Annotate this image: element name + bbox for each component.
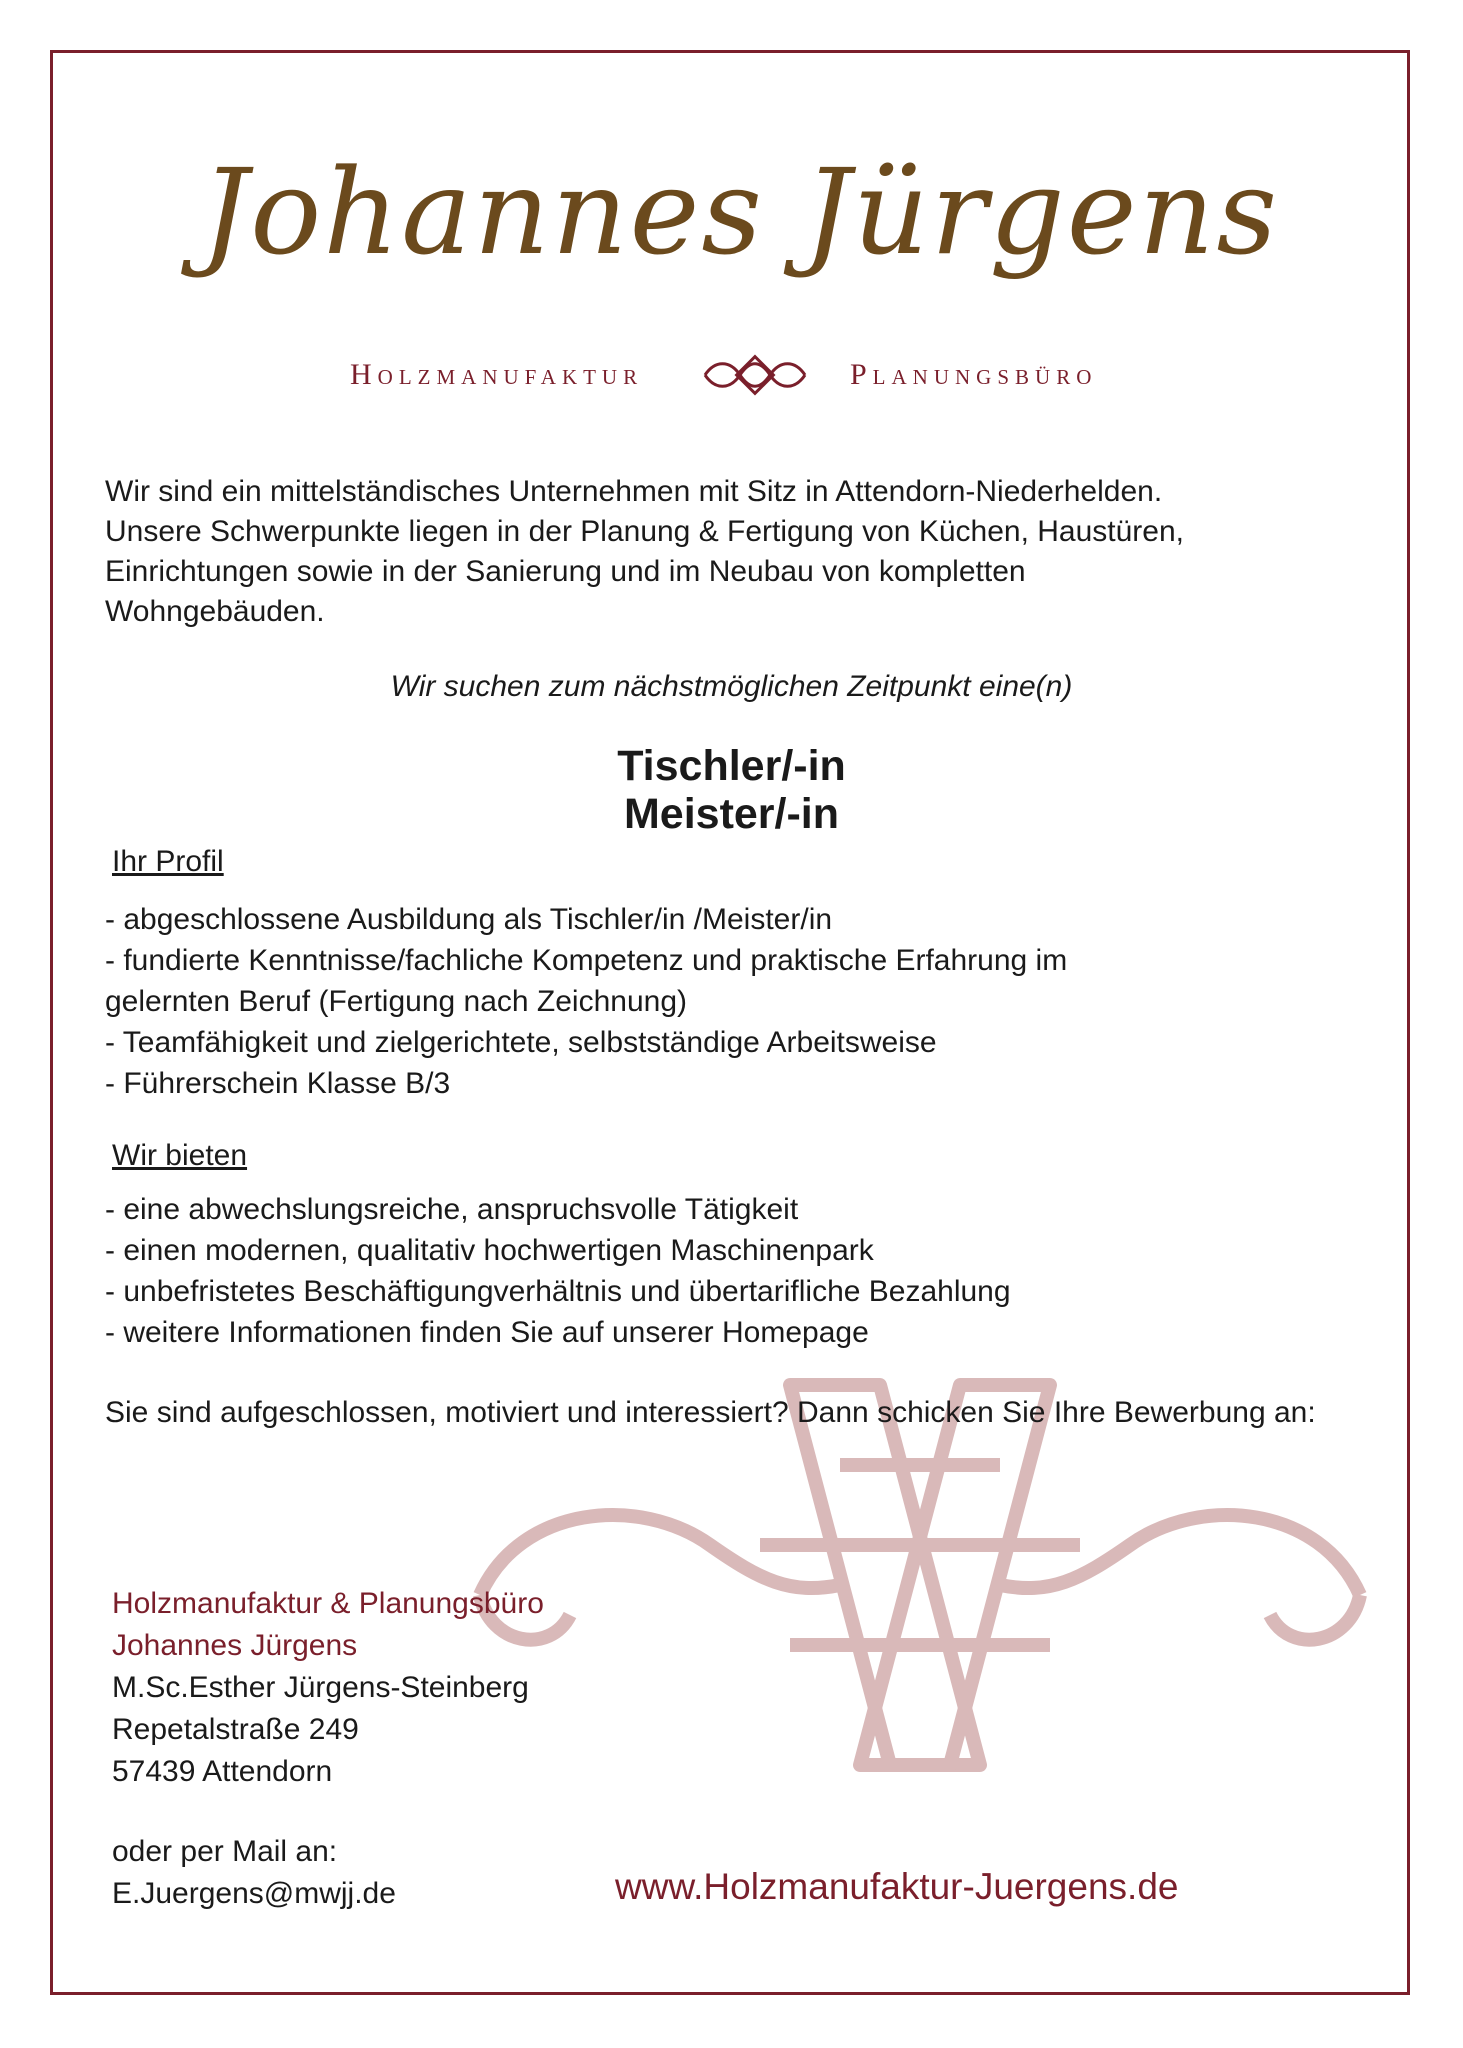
website-link[interactable]: www.Holzmanufaktur-Juergens.de	[615, 1866, 1179, 1907]
list-item: - abgeschlossene Ausbildung als Tischler/in /Meister/in	[105, 903, 833, 936]
address-contact: M.Sc.Esther Jürgens-Steinberg	[112, 1671, 529, 1704]
intro-paragraph: Wir sind ein mittelständisches Unternehmen mit Sitz in Attendorn-Niederhelden. Unsere Schwerpunkte liegen in der Planung & Fertigung von Küchen, Haustüren, Einrichtungen sowie in der Sanierung und im Neubau von kompletten Wohngebäuden.	[105, 475, 1184, 628]
list-item: - Führerschein Klasse B/3	[105, 1067, 451, 1100]
list-item: - einen modernen, qualitativ hochwertigen Maschinenpark	[105, 1234, 874, 1267]
mail-label: oder per Mail an:	[112, 1835, 338, 1868]
address-city: 57439 Attendorn	[112, 1755, 333, 1788]
address-company: Holzmanufaktur & Planungsbüro	[112, 1587, 544, 1620]
mail-block	[112, 1831, 396, 1915]
job-title	[0, 742, 1463, 838]
profile-list	[105, 899, 1365, 1104]
list-item: - unbefristetes Beschäftigungverhältnis und übertarifliche Bezahlung	[105, 1275, 1011, 1308]
logo-script	[200, 118, 1280, 318]
profile-heading: Ihr Profil	[112, 845, 224, 878]
search-line: Wir suchen zum nächstmöglichen Zeitpunkt eine(n)	[390, 670, 1073, 703]
list-item: - fundierte Kenntnisse/fachliche Kompetenz und praktische Erfahrung im gelernten Beruf (Fertigung nach Zeichnung)	[105, 944, 1068, 1018]
closing-paragraph: Sie sind aufgeschlossen, motiviert und interessiert? Dann schicken Sie Ihre Bewerbung an:	[105, 1396, 1316, 1429]
mail-address[interactable]: E.Juergens@mwjj.de	[112, 1877, 396, 1910]
logo-right-label: Planungsbüro	[850, 358, 1098, 391]
address-block	[112, 1583, 544, 1793]
logo-script-name: Johannes Jürgens	[200, 143, 1280, 281]
offer-list	[105, 1189, 1365, 1353]
address-owner: Johannes Jürgens	[112, 1629, 358, 1662]
logo-left-label: Holzmanufaktur	[350, 358, 644, 391]
list-item: - eine abwechslungsreiche, anspruchsvolle Tätigkeit	[105, 1193, 799, 1226]
logo-subline	[0, 358, 1463, 398]
knot-ornament-icon	[700, 352, 810, 398]
job-title-line2: Meister/-in	[623, 790, 840, 838]
offer-heading: Wir bieten	[112, 1139, 248, 1172]
list-item: - weitere Informationen finden Sie auf unserer Homepage	[105, 1316, 869, 1349]
job-title-line1: Tischler/-in	[617, 742, 846, 790]
list-item: - Teamfähigkeit und zielgerichtete, selbstständige Arbeitsweise	[105, 1026, 937, 1059]
address-street: Repetalstraße 249	[112, 1713, 359, 1746]
